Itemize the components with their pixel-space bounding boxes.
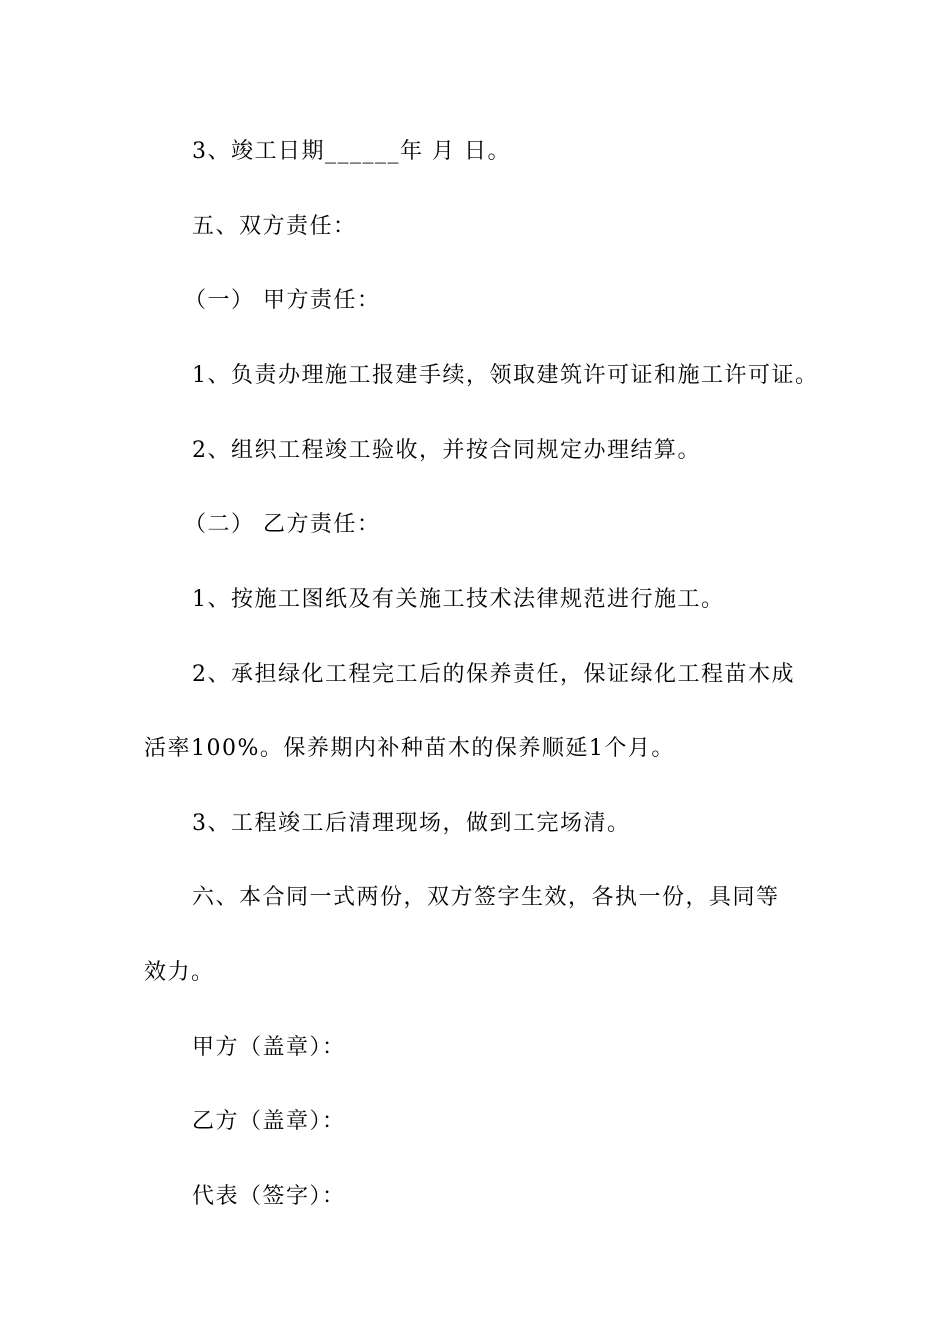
party-a-responsibility-heading: （一） 甲方责任： <box>184 288 381 313</box>
party-a-seal-line: 甲方（盖章）： <box>192 1035 346 1060</box>
party-a-item-1: 1、负责办理施工报建手续，领取建筑许可证和施工许可证。 <box>192 363 819 388</box>
section-five-heading: 五、双方责任： <box>192 214 357 239</box>
party-b-item-2-line-1: 2、承担绿化工程完工后的保养责任，保证绿化工程苗木成 <box>192 662 795 687</box>
party-b-item-2-line-2: 活率100%。保养期内补种苗木的保养顺延1个月。 <box>144 736 675 761</box>
section-six-line-2: 效力。 <box>144 960 215 985</box>
party-a-item-2: 2、组织工程竣工验收，并按合同规定办理结算。 <box>192 438 701 463</box>
representative-signature-line: 代表（签字）： <box>192 1184 346 1209</box>
party-b-item-3: 3、工程竣工后清理现场，做到工完场清。 <box>192 811 631 836</box>
party-b-item-1: 1、按施工图纸及有关施工技术法律规范进行施工。 <box>192 587 725 612</box>
completion-date-line: 3、竣工日期______年 月 日。 <box>192 139 511 164</box>
section-six-line-1: 六、本合同一式两份，双方签字生效，各执一份，具同等 <box>192 885 780 910</box>
party-b-seal-line: 乙方（盖章）： <box>192 1109 346 1134</box>
party-b-responsibility-heading: （二） 乙方责任： <box>184 512 381 537</box>
